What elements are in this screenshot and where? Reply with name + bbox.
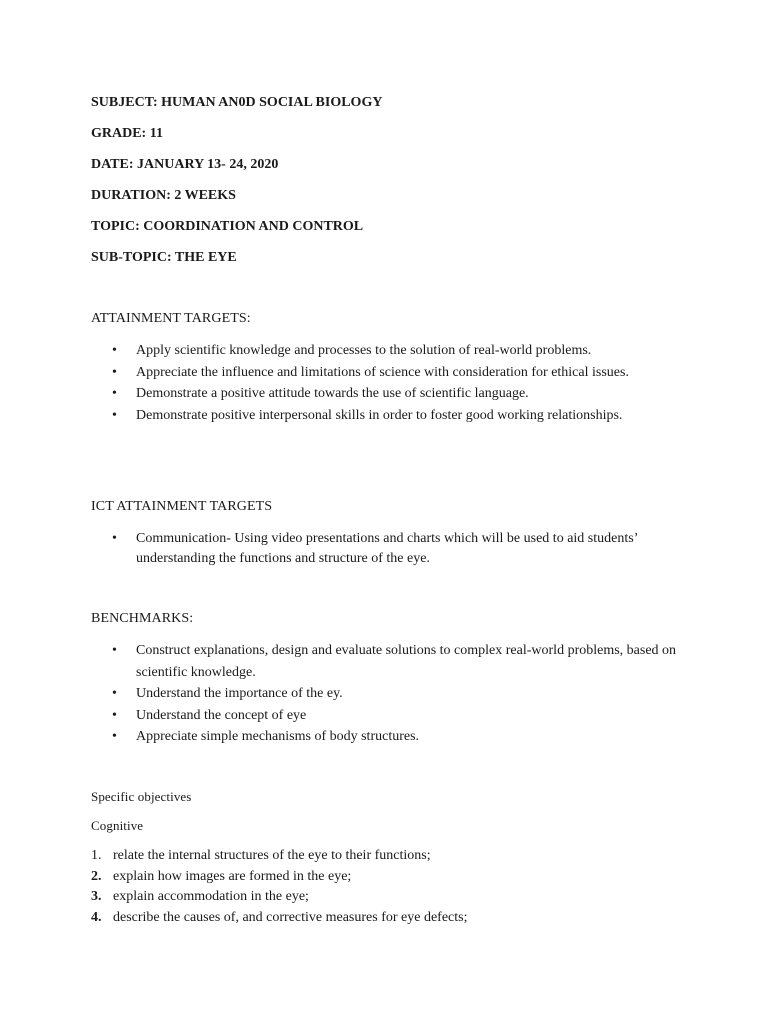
list-item: • Appreciate the influence and limitations of science with consideration for ethical issues. xyxy=(112,362,702,384)
list-number: 4. xyxy=(91,909,102,925)
benchmarks-list xyxy=(112,640,682,748)
ict-heading: ICT ATTAINMENT TARGETS xyxy=(91,499,273,514)
bullet-icon: • xyxy=(112,707,117,723)
list-item: 1. relate the internal structures of the eye to their functions; xyxy=(91,846,691,867)
duration-line: DURATION: 2 WEEKS xyxy=(91,188,236,203)
list-number: 3. xyxy=(91,889,102,904)
bullet-icon: • xyxy=(112,407,117,423)
list-item: 4. describe the causes of, and corrective measures for eye defects; xyxy=(91,908,691,929)
bullet-icon: • xyxy=(112,364,117,380)
bullet-icon: • xyxy=(112,386,117,401)
benchmarks-heading: BENCHMARKS: xyxy=(91,611,194,626)
grade-line: GRADE: 11 xyxy=(91,126,163,141)
list-item: • Apply scientific knowledge and processes to the solution of real-world problems. xyxy=(112,340,702,362)
list-item: • Understand the concept of eye xyxy=(112,705,682,727)
list-item: • Appreciate simple mechanisms of body structures. xyxy=(112,726,682,748)
subject-line: SUBJECT: HUMAN AN0D SOCIAL BIOLOGY xyxy=(91,95,383,110)
bullet-icon: • xyxy=(112,729,117,744)
objectives-list xyxy=(91,846,691,928)
bullet-icon: • xyxy=(112,686,117,701)
subtopic-line: SUB-TOPIC: THE EYE xyxy=(91,250,237,265)
objectives-heading: Specific objectives xyxy=(91,789,192,804)
list-item: • Understand the importance of the ey. xyxy=(112,683,682,705)
list-item: • Construct explanations, design and evaluate solutions to complex real-world problems, based on scientific knowledge. xyxy=(112,640,682,683)
list-item: • Demonstrate positive interpersonal skills in order to foster good working relationships. xyxy=(112,405,702,427)
attainment-list xyxy=(112,340,702,426)
list-item: • Demonstrate a positive attitude towards the use of scientific language. xyxy=(112,383,702,405)
bullet-icon: • xyxy=(112,643,117,658)
date-line: DATE: JANUARY 13- 24, 2020 xyxy=(91,157,279,172)
list-item: 3. explain accommodation in the eye; xyxy=(91,887,691,908)
ict-list xyxy=(112,529,692,569)
bullet-icon: • xyxy=(112,531,117,546)
list-item: 2. explain how images are formed in the eye; xyxy=(91,867,691,888)
attainment-heading: ATTAINMENT TARGETS: xyxy=(91,311,251,326)
list-item: • Communication- Using video presentations and charts which will be used to aid students’ understanding the functions and structure of the eye. xyxy=(112,531,638,566)
cognitive-heading: Cognitive xyxy=(91,818,144,833)
bullet-icon: • xyxy=(112,343,117,358)
list-number: 1. xyxy=(91,848,102,863)
list-number: 2. xyxy=(91,868,102,884)
topic-line: TOPIC: COORDINATION AND CONTROL xyxy=(91,219,364,234)
